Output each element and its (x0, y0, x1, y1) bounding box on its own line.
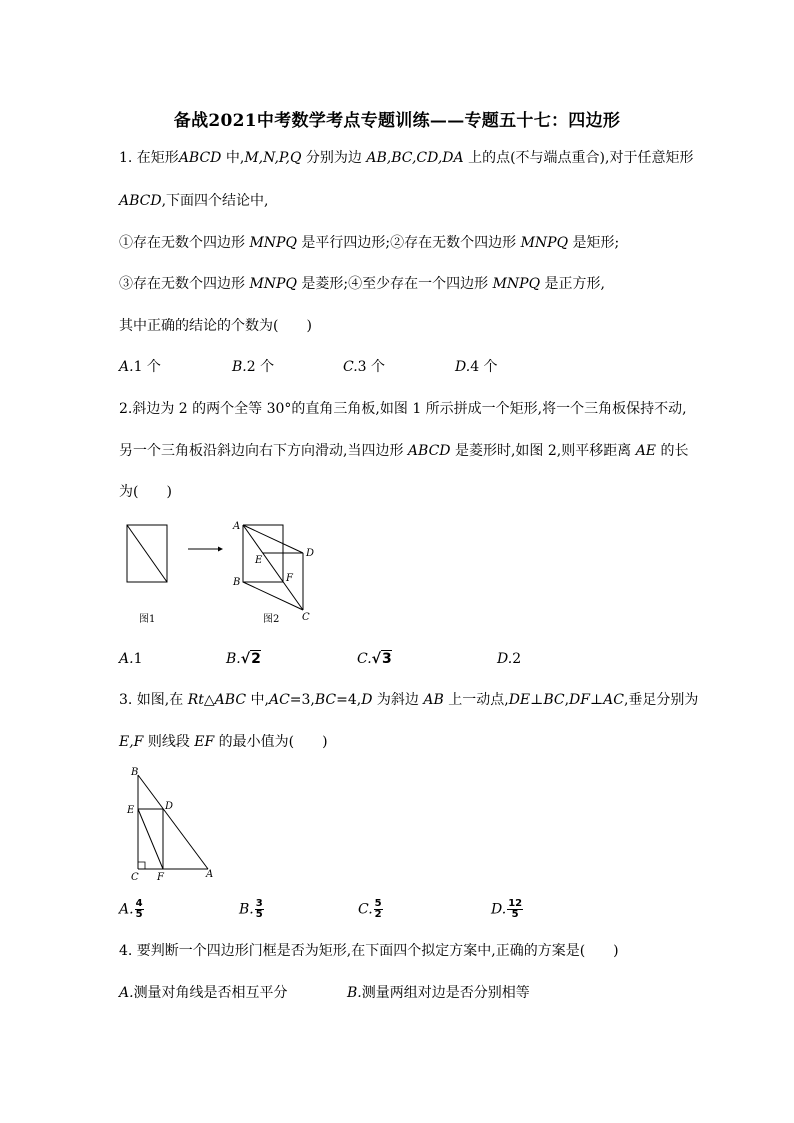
fig2-side-bc (243, 582, 303, 610)
q3-segment-ef (138, 809, 163, 869)
sqrt-symbol: √3 (371, 651, 392, 667)
q2-figure1 (127, 525, 167, 625)
q2-line1: 2.斜边为 2 的两个全等 30°的直角三角板,如图 1 所示拼成一个矩形,将一个三角板保持不动, (119, 401, 687, 417)
q3-label-c: C (131, 872, 139, 883)
q4-option-a: A.测量对角线是否相互平分 (119, 985, 288, 1001)
q3-option-c: C. $\frac{5}{2}$ (358, 898, 382, 920)
fig1-caption: 图1 (139, 614, 156, 625)
q3-option-d: D. $\frac{12}{5}$ (491, 898, 523, 920)
fig2-caption: 图2 (263, 614, 280, 625)
q2-option-d: D.2 (497, 651, 522, 667)
q2-option-b: B.√2 (226, 651, 261, 667)
fig2-diagonal-ac (243, 525, 303, 610)
fig2-label-a: A (233, 521, 241, 532)
q3-option-b: B. $\frac{3}{5}$ (239, 898, 263, 920)
q3-label-d: D (165, 801, 174, 812)
q1-option-a: A.1 个 (119, 359, 161, 375)
fraction: $\frac{4}{5}$ (135, 898, 143, 920)
q2-line2: 另一个三角板沿斜边向右下方向滑动,当四边形 ABCD 是菱形时,如图 2,则平移距离 AE 的长 (119, 443, 689, 459)
q2-option-c: C.√3 (357, 651, 392, 667)
q1-line2: ABCD,下面四个结论中, (119, 193, 269, 209)
arrow-right-icon (188, 547, 223, 552)
fraction: $\frac{12}{5}$ (508, 898, 523, 920)
fig2-label-b: B (233, 577, 241, 588)
q3-line2: E,F 则线段 EF 的最小值为( ) (119, 734, 328, 750)
fig1-diagonal (127, 525, 167, 582)
fig2-label-c: C (302, 612, 310, 623)
fraction: $\frac{5}{2}$ (374, 898, 382, 920)
q3-figure (120, 763, 230, 883)
q3-hypotenuse-ab (138, 775, 208, 869)
right-angle-mark (138, 862, 145, 869)
fig2-label-e: E (255, 555, 263, 566)
q2-line3: 为( ) (119, 484, 172, 500)
fraction: $\frac{3}{5}$ (255, 898, 263, 920)
q2-figures (115, 515, 325, 630)
q1-option-b: B.2 个 (232, 359, 275, 375)
q3-label-e: E (127, 805, 135, 816)
q1-line1: 1. 在矩形ABCD 中,M,N,P,Q 分别为边 AB,BC,CD,DA 上的点(不与端点重合),对于任意矩形 (119, 150, 694, 166)
q4-option-b: B.测量两组对边是否分别相等 (347, 985, 530, 1001)
fig2-label-d: D (306, 548, 315, 559)
q4-line1: 4. 要判断一个四边形门框是否为矩形,在下面四个拟定方案中,正确的方案是( ) (119, 943, 619, 959)
q3-label-a: A (206, 869, 214, 880)
q1-line3: ①存在无数个四边形 MNPQ 是平行四边形;②存在无数个四边形 MNPQ 是矩形; (119, 235, 620, 251)
q1-option-c: C.3 个 (343, 359, 386, 375)
q2-option-a: A.1 (119, 651, 143, 667)
q3-label-f: F (157, 872, 164, 883)
document-title: 备战2021中考数学考点专题训练——专题五十七：四边形 (173, 111, 621, 131)
q1-option-d: D.4 个 (455, 359, 498, 375)
q3-line1: 3. 如图,在 Rt△ABC 中,AC=3,BC=4,D 为斜边 AB 上一动点,DE⊥BC,DF⊥AC,垂足分别为 (119, 692, 699, 708)
sqrt-symbol: √2 (240, 651, 261, 667)
q1-line5: 其中正确的结论的个数为( ) (119, 318, 312, 334)
q1-line4: ③存在无数个四边形 MNPQ 是菱形;④至少存在一个四边形 MNPQ 是正方形, (119, 276, 605, 292)
fig2-label-f: F (286, 573, 293, 584)
q2-figure2 (232, 521, 314, 625)
q3-option-a: A. $\frac{4}{5}$ (119, 898, 143, 920)
q3-label-b: B (131, 767, 139, 778)
fig2-side-ad (243, 525, 303, 553)
